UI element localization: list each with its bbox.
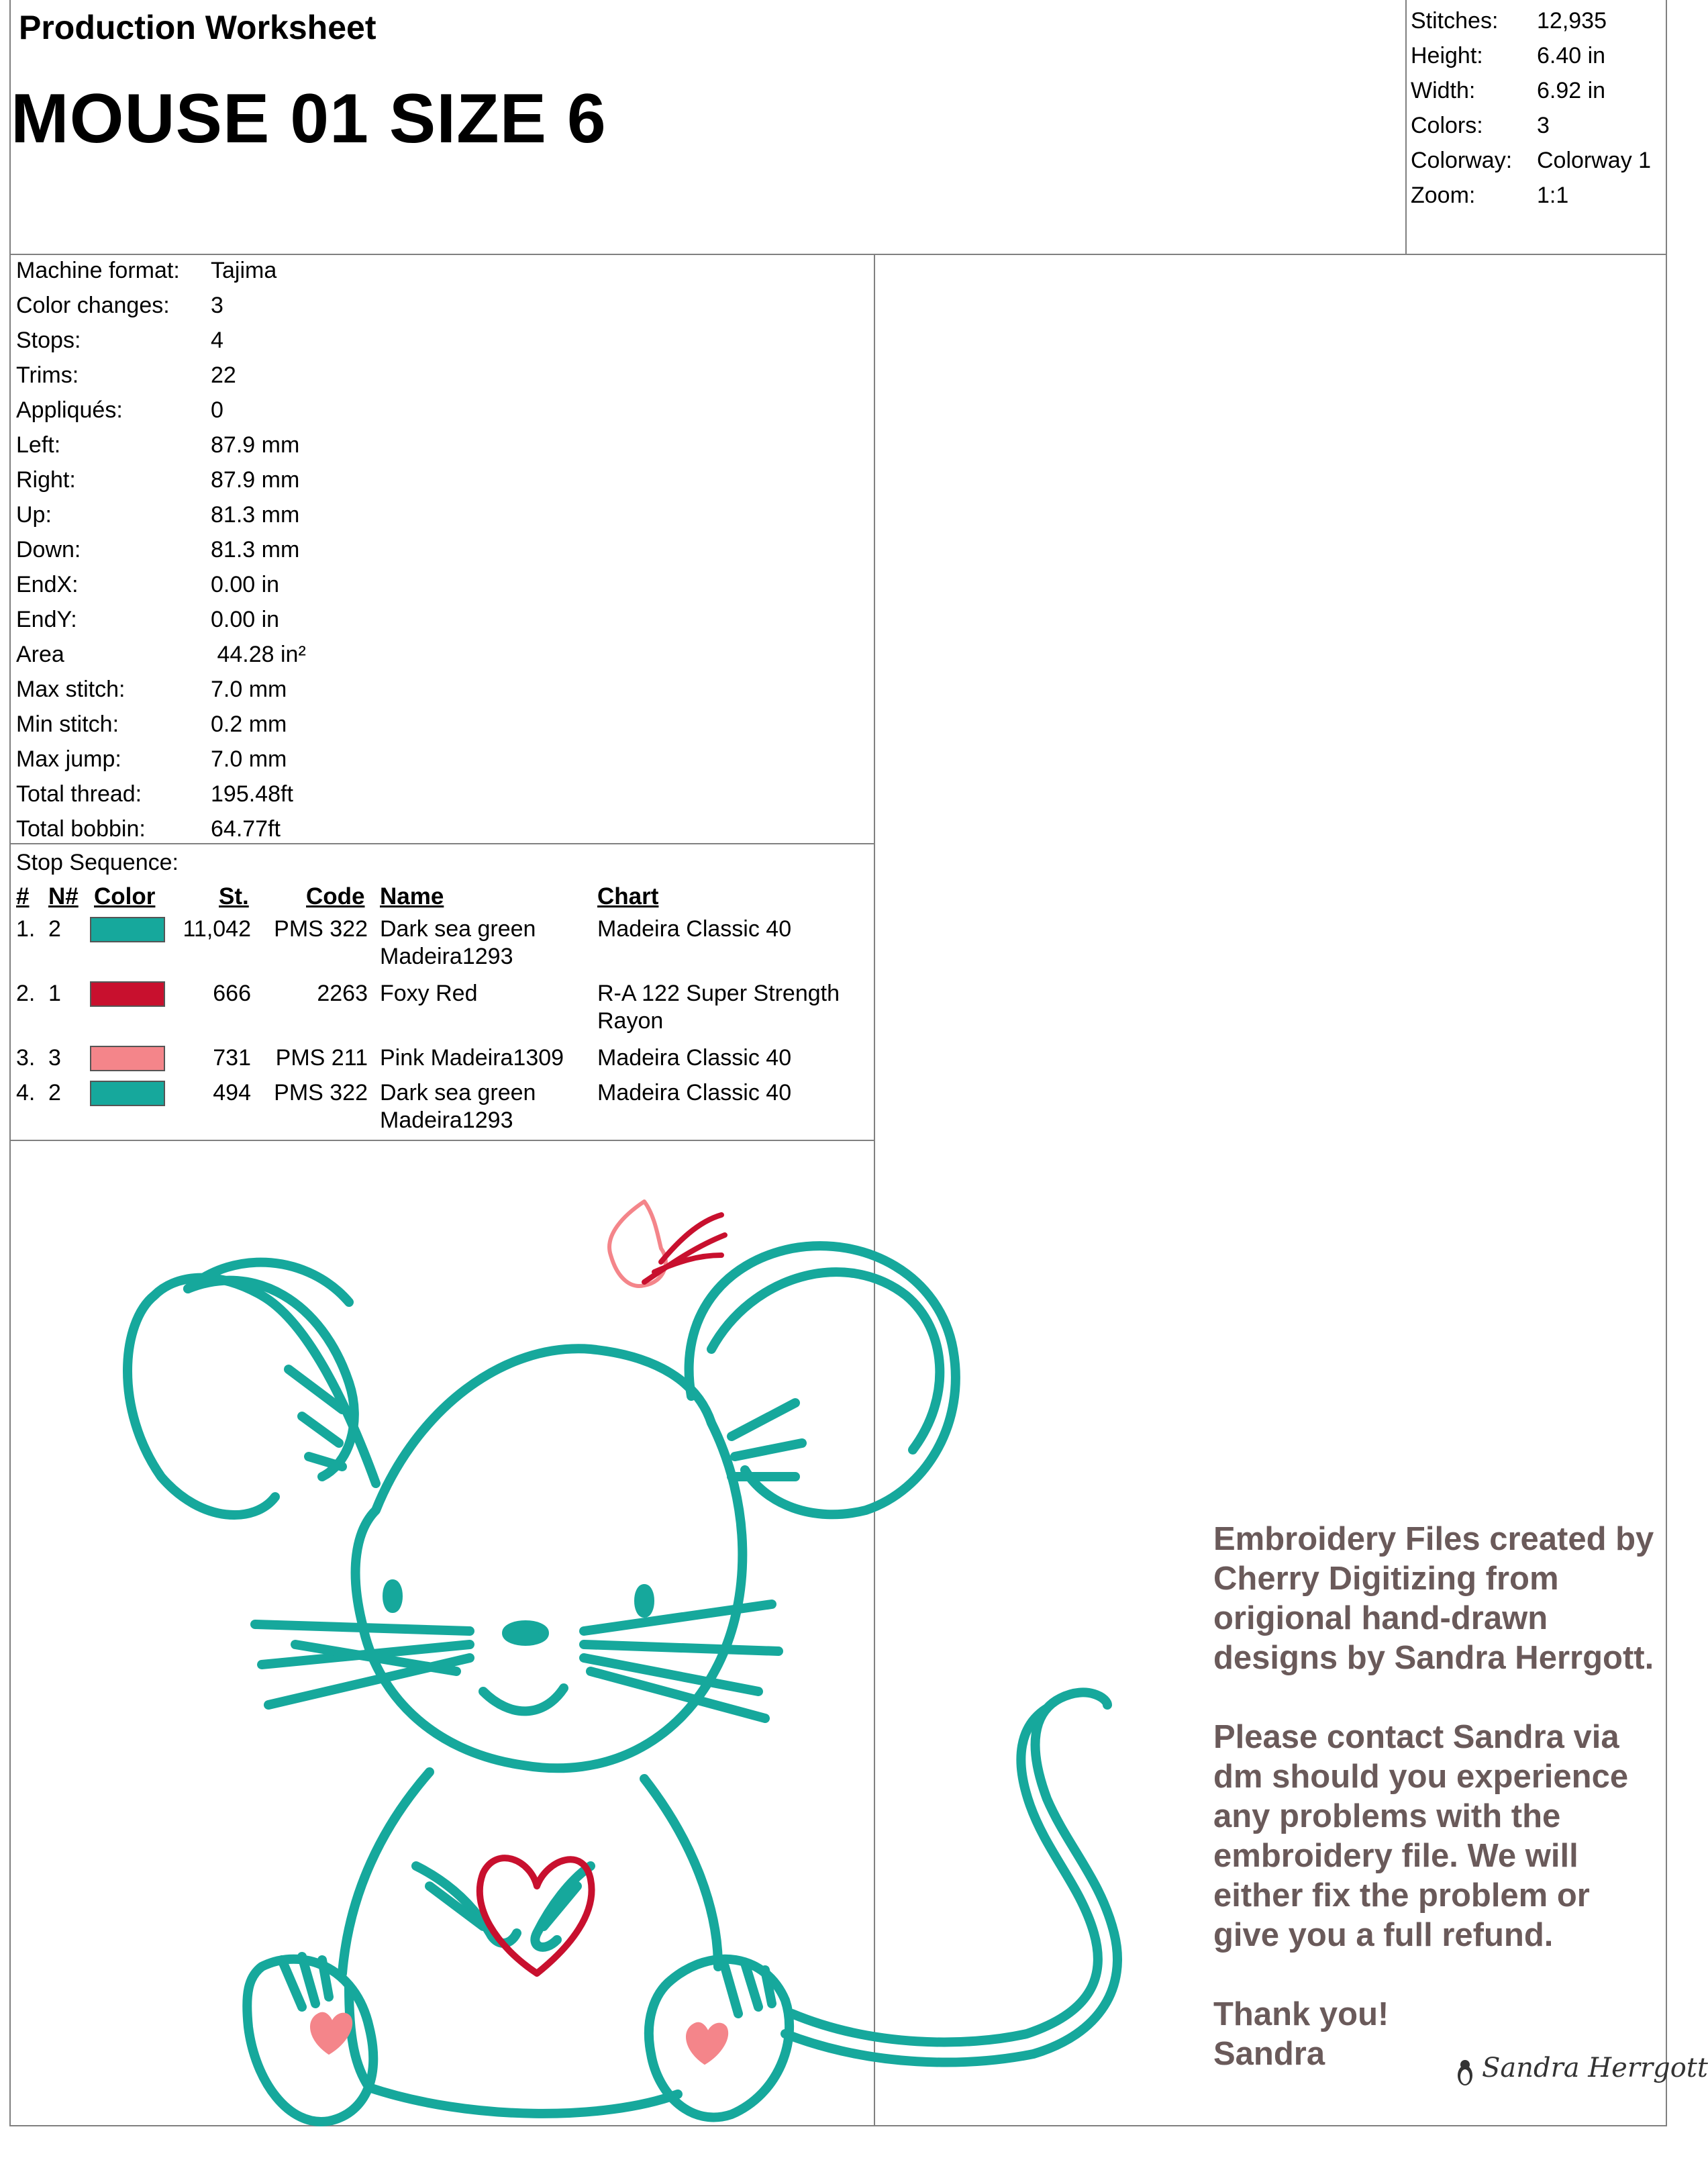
row-stitches: 731	[213, 1045, 251, 1071]
design-name: MOUSE 01 SIZE 6	[11, 80, 607, 158]
detail-value: 3	[211, 293, 223, 318]
detail-value: 22	[211, 362, 236, 388]
summary-value: Colorway 1	[1537, 148, 1652, 173]
row-stitches: 11,042	[183, 916, 251, 942]
detail-label: Max jump:	[16, 746, 121, 772]
color-swatch	[90, 1081, 165, 1106]
row-num: 2.	[16, 981, 36, 1006]
outer-border-bottom	[9, 2125, 1667, 2126]
row-stitches: 666	[213, 981, 251, 1006]
message-contact: Please contact Sandra via dm should you experience any problems with the embroidery file. We will either fix the problem or give you a full refund.	[1213, 1719, 1629, 1953]
summary-value: 6.40 in	[1537, 43, 1606, 68]
summary-value: 3	[1537, 113, 1550, 138]
detail-label: Left:	[16, 432, 61, 458]
col-header-needle: N#	[48, 883, 79, 909]
detail-label: Up:	[16, 502, 52, 528]
worksheet-title: Production Worksheet	[19, 9, 376, 46]
row-chart: Madeira Classic 40	[597, 1080, 792, 1105]
row-code: PMS 211	[275, 1045, 368, 1071]
detail-label: EndX:	[16, 572, 79, 597]
row-name: Dark sea green Madeira1293	[380, 916, 536, 969]
row-needle: 1	[48, 981, 61, 1006]
penguin-icon	[1456, 2059, 1474, 2086]
color-swatch	[90, 1046, 165, 1071]
summary-label: Colorway:	[1411, 148, 1513, 173]
detail-value: 64.77ft	[211, 816, 281, 842]
nose	[507, 1625, 544, 1641]
detail-label: Stops:	[16, 328, 81, 353]
summary-divider	[1405, 0, 1407, 255]
left-ear	[128, 1278, 376, 1515]
right-foot-heart	[687, 2023, 727, 2064]
detail-label: Area	[16, 642, 64, 667]
right-whisker	[584, 1644, 778, 1651]
body-bottom	[369, 2087, 678, 2114]
detail-label: Max stitch:	[16, 677, 125, 702]
body	[644, 1779, 718, 1967]
detail-label: Appliqués:	[16, 397, 123, 423]
left-toe	[282, 1960, 302, 2007]
right-toe	[765, 1970, 772, 2004]
summary-value: 12,935	[1537, 8, 1607, 34]
detail-label: Color changes:	[16, 293, 170, 318]
col-header-code: Code	[306, 883, 365, 909]
left-hand	[416, 1866, 517, 1943]
detail-value: 195.48ft	[211, 781, 293, 807]
summary-label: Width:	[1411, 78, 1476, 103]
left-whisker	[255, 1624, 470, 1631]
col-header-color: Color	[94, 883, 156, 909]
summary-label: Height:	[1411, 43, 1483, 68]
row-num: 3.	[16, 1045, 36, 1071]
row-stitches: 494	[213, 1080, 251, 1105]
detail-label: Right:	[16, 467, 76, 493]
summary-label: Stitches:	[1411, 8, 1499, 34]
design-preview	[0, 1141, 1141, 2121]
body	[342, 1772, 430, 1973]
row-needle: 2	[48, 1080, 61, 1105]
detail-value: 0.00 in	[211, 607, 280, 632]
right-ear-inner	[711, 1272, 940, 1450]
detail-value: 44.28 in²	[211, 642, 306, 667]
row-name: Foxy Red	[380, 981, 478, 1006]
detail-value: 87.9 mm	[211, 432, 300, 458]
outer-border-right	[1666, 0, 1667, 2126]
tail-inner	[792, 1708, 1098, 2042]
right-eye	[639, 1589, 650, 1613]
row-chart: Madeira Classic 40	[597, 1045, 792, 1071]
row-name: Dark sea green Madeira1293	[380, 1080, 536, 1133]
detail-value: 0.2 mm	[211, 711, 287, 737]
row-num: 4.	[16, 1080, 36, 1105]
detail-value: 0	[211, 397, 223, 423]
col-header-stitches: St.	[219, 883, 249, 909]
col-header-name: Name	[380, 883, 444, 909]
detail-label: Min stitch:	[16, 711, 119, 737]
row-chart: R-A 122 Super Strength Rayon	[597, 981, 840, 1034]
row-code: PMS 322	[274, 916, 368, 942]
row-needle: 3	[48, 1045, 61, 1071]
row-chart: Madeira Classic 40	[597, 916, 792, 942]
col-header-chart: Chart	[597, 883, 659, 909]
summary-value: 6.92 in	[1537, 78, 1606, 103]
detail-value: Tajima	[211, 258, 277, 283]
detail-value: 0.00 in	[211, 572, 280, 597]
summary-label: Colors:	[1411, 113, 1483, 138]
row-num: 1.	[16, 916, 36, 942]
detail-label: Machine format:	[16, 258, 180, 283]
col-header-num: #	[16, 883, 30, 909]
left-toe	[322, 1960, 329, 1997]
detail-value: 7.0 mm	[211, 746, 287, 772]
detail-value: 81.3 mm	[211, 502, 300, 528]
detail-label: Down:	[16, 537, 81, 562]
left-foot-heart	[311, 2013, 352, 2054]
detail-value: 4	[211, 328, 223, 353]
detail-label: EndY:	[16, 607, 77, 632]
left-eye	[387, 1584, 398, 1608]
detail-value: 7.0 mm	[211, 677, 287, 702]
row-needle: 2	[48, 916, 61, 942]
message-signoff: Sandra	[1213, 2036, 1325, 2072]
detail-label: Trims:	[16, 362, 79, 388]
mouse-outline	[128, 1246, 1117, 2122]
right-toe	[725, 1967, 738, 2014]
detail-value: 87.9 mm	[211, 467, 300, 493]
summary-label: Zoom:	[1411, 183, 1476, 208]
row-code: PMS 322	[274, 1080, 368, 1105]
row-name: Pink Madeira1309	[380, 1045, 564, 1071]
message-credit: Embroidery Files created by Cherry Digitizing from origional hand-drawn designs by Sandra Herrgott.	[1213, 1521, 1654, 1676]
right-ear-stroke	[735, 1443, 802, 1457]
row-code: 2263	[317, 981, 368, 1006]
message-thanks: Thank you!	[1213, 1996, 1389, 2032]
header-divider	[9, 254, 1667, 255]
right-whisker	[584, 1604, 772, 1631]
info-message	[1213, 1520, 1656, 2074]
stop-sequence-title: Stop Sequence:	[16, 850, 179, 875]
left-ear-stroke	[302, 1416, 339, 1443]
smile	[483, 1688, 564, 1711]
color-swatch	[90, 981, 165, 1007]
summary-value: 1:1	[1537, 183, 1569, 208]
detail-value: 81.3 mm	[211, 537, 300, 562]
detail-label: Total thread:	[16, 781, 142, 807]
color-swatch	[90, 917, 165, 942]
detail-label: Total bobbin:	[16, 816, 146, 842]
right-ear-stroke	[732, 1403, 795, 1436]
signature: Sandra Herrgott	[1482, 2053, 1708, 2083]
details-divider	[9, 843, 875, 844]
